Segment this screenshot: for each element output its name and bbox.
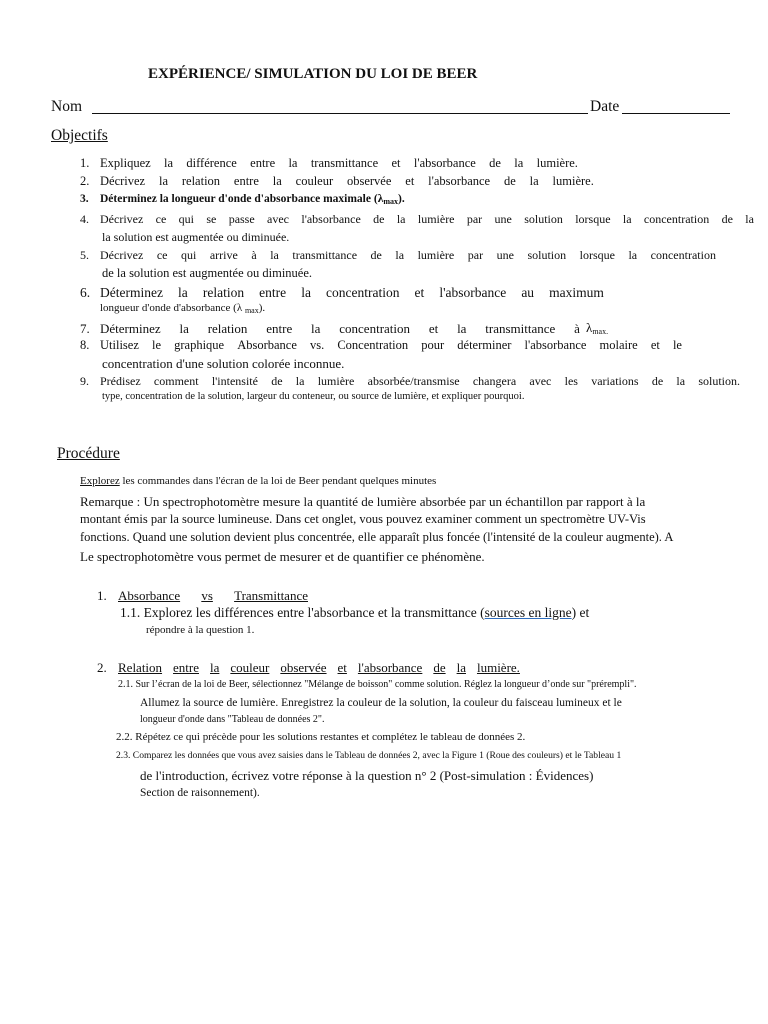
objective-3-text: Déterminez la longueur d'onde d'absorbance maximale $(\lambda_{max})$. [100, 193, 405, 206]
objective-5-line1: Décrivez ce qui arrive à la transmittance de la lumière par une solution lorsque la concentration [100, 248, 716, 262]
objective-6-line1: Déterminez la relation entre la concentration et l'absorbance au maximum [100, 285, 604, 300]
remark-line-2: montant émis par la source lumineuse. Dans cet onglet, vous pouvez examiner comment un spectromètre UV-Vis [80, 512, 646, 526]
section-2-number: 2. [97, 660, 107, 675]
objective-item-2: 2. [80, 174, 90, 188]
objective-2-text: Décrivez la relation entre la couleur observée et l'absorbance de la lumière. [100, 174, 594, 188]
nom-label: Nom [51, 98, 82, 115]
date-field[interactable] [622, 113, 730, 114]
lambda-symbol: λ [586, 320, 593, 335]
procedure-intro: Explorez les commandes dans l'écran de la loi de Beer pendant quelques minutes [80, 475, 437, 487]
item-2-3-line3: Section de raisonnement). [140, 787, 260, 799]
objective-item-3: 3. [80, 193, 89, 205]
procedure-heading: Procédure [57, 445, 120, 462]
objective-5-line2: de la solution est augmentée ou diminuée. [102, 266, 313, 280]
nom-field[interactable] [92, 113, 588, 114]
objectives-heading: Objectifs [51, 127, 108, 144]
objective-8-line2: concentration d'une solution colorée inconnue. [102, 356, 345, 371]
objective-item-5: 5. [80, 248, 89, 262]
lambda-symbol: λ [377, 193, 384, 205]
objective-item-8: 8. [80, 338, 90, 352]
item-2-1-line2: Allumez la source de lumière. Enregistrez la couleur de la solution, la couleur du faisceau lumineux et le [140, 697, 622, 709]
item-1-1: 1.1. Explorez les différences entre l'absorbance et la transmittance (sources en ligne) et [120, 605, 590, 620]
section-1-number: 1. [97, 588, 107, 603]
objective-item-1: 1. [80, 156, 90, 170]
objective-7-lambda: $\lambda_{max.}$ [586, 320, 609, 336]
lambda-symbol: λ [236, 302, 243, 314]
remark-line-3: fonctions. Quand une solution devient plus concentrée, elle apparaît plus foncée (l'intensité de la couleur augmente). A [80, 530, 674, 544]
item-1-1-line2: répondre à la question 1. [146, 624, 255, 636]
objective-9-line1: Prédisez comment l'intensité de la lumière absorbée/transmise changera avec les variations de la solution. [100, 374, 740, 388]
objective-item-6: 6. [80, 285, 91, 300]
objective-9-line2: type, concentration de la solution, largeur du conteneur, ou source de lumière, et expliquer pourquoi. [102, 391, 525, 402]
remark-line-4: Le spectrophotomètre vous permet de mesurer et de quantifier ce phénomène. [80, 549, 485, 564]
objective-7-text: Déterminez la relation entre la concentration et la transmittance à [100, 321, 580, 336]
objective-8-line1: Utilisez le graphique Absorbance vs. Concentration pour déterminer l'absorbance molaire et le [100, 338, 682, 352]
item-2-3-line2: de l'introduction, écrivez votre réponse à la question n° 2 (Post-simulation : Évidences) [140, 768, 594, 783]
objective-item-4: 4. [80, 212, 89, 226]
page-title: EXPÉRIENCE/ SIMULATION DU LOI DE BEER [148, 66, 478, 82]
item-2-1-line3: longueur d'onde dans "Tableau de données 2". [140, 714, 325, 725]
item-2-1-line1: 2.1. Sur l’écran de la loi de Beer, sélectionnez "Mélange de boisson" comme solution. Réglez la longueur d’onde sur "prérempli". [118, 679, 637, 690]
online-sources-link[interactable]: sources en ligne [484, 605, 572, 620]
section-1-title: Absorbance vs Transmittance [118, 588, 308, 603]
item-2-2: 2.2. Répétez ce qui précède pour les solutions restantes et complétez le tableau de données 2. [116, 731, 526, 743]
objective-6-line2: longueur d'onde d'absorbance (λ $_{max}$). [100, 302, 266, 315]
objective-4-line2: la solution est augmentée ou diminuée. [102, 230, 290, 244]
section-2-title: Relation entre la couleur observée et l'absorbance de la lumière. [118, 660, 520, 675]
objective-4-line1: Décrivez ce qui se passe avec l'absorbance de la lumière par une solution lorsque la concentration de la [100, 212, 754, 226]
date-label: Date [590, 98, 620, 115]
objective-item-7: 7. [80, 321, 90, 336]
explorez-word: Explorez [80, 475, 120, 487]
objective-1-text: Expliquez la différence entre la transmittance et l'absorbance de la lumière. [100, 156, 578, 170]
item-2-3-line1: 2.3. Comparez les données que vous avez saisies dans le Tableau de données 2, avec la Figure 1 (Roue des couleurs) et le Tableau 1 [116, 750, 622, 761]
objective-item-9: 9. [80, 374, 89, 388]
remark-line-1: Remarque : Un spectrophotomètre mesure la quantité de lumière absorbée par un échantillon par rapport à la [80, 494, 646, 509]
